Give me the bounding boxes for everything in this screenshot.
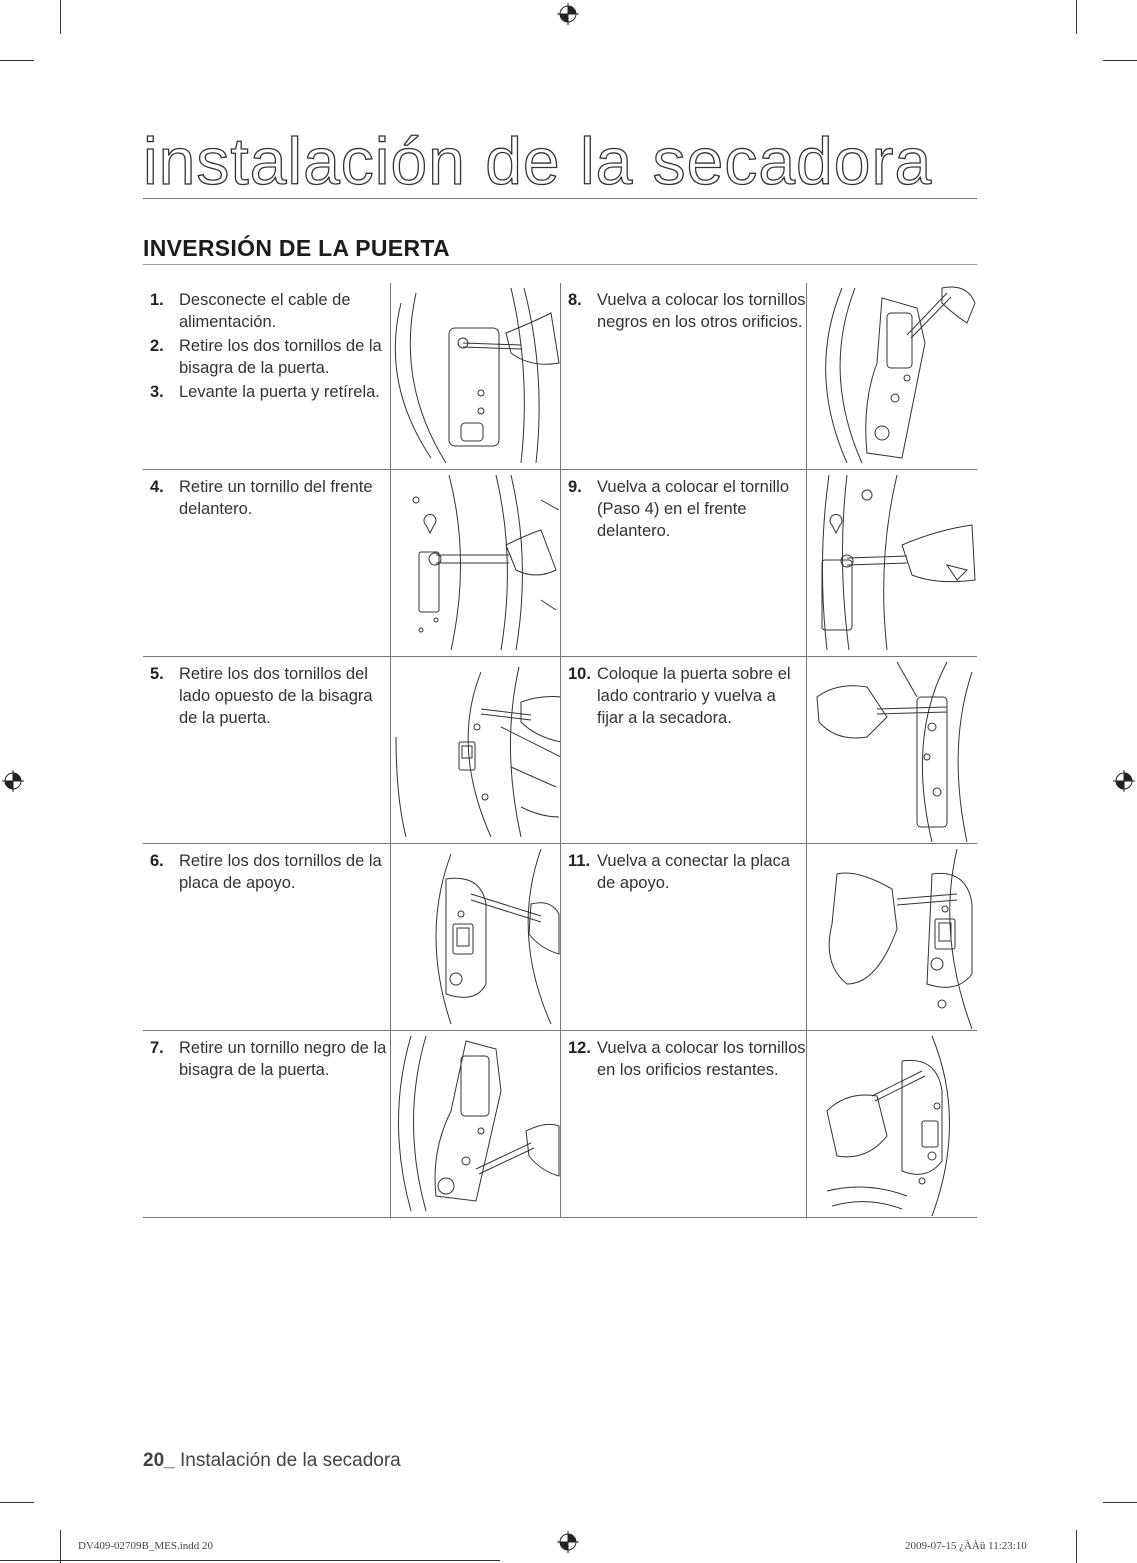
step-text-cell — [143, 844, 390, 1030]
door-reattach-illustration — [807, 657, 978, 843]
registration-mark-right — [1113, 770, 1135, 792]
page-title: instalación de la secadora — [143, 124, 933, 198]
step-illustration-cell — [390, 844, 561, 1030]
step-illustration-cell — [390, 470, 561, 656]
step-number: 7. — [150, 1039, 164, 1057]
step-item — [143, 289, 390, 333]
step-row — [143, 283, 977, 470]
step-row — [143, 657, 977, 844]
step-illustration-cell — [806, 470, 978, 656]
step-illustration-cell — [390, 657, 561, 843]
remaining-screws-reinstall-illustration — [807, 1031, 978, 1217]
step-number: 2. — [150, 337, 164, 355]
step-number: 6. — [150, 852, 164, 870]
crop-mark — [1076, 1530, 1077, 1563]
print-slug-timestamp: 2009-07-15 ¿ÀÀü 11:23:10 — [905, 1540, 1027, 1552]
step-item — [143, 476, 390, 520]
step-illustration-cell — [390, 283, 561, 469]
step-item — [561, 289, 807, 333]
step-row — [143, 1031, 977, 1218]
step-number: 1. — [150, 291, 164, 309]
crop-mark — [0, 1560, 500, 1561]
step-item — [143, 381, 390, 403]
step-item — [561, 850, 807, 894]
section-title: INVERSIÓN DE LA PUERTA — [143, 235, 450, 261]
step-text-cell — [560, 283, 807, 469]
front-screw-removal-illustration — [391, 470, 561, 656]
step-text: Retire los dos tornillos del lado opuesto de la bisagra de la puerta. — [179, 665, 373, 727]
step-text-cell — [560, 657, 807, 843]
step-text: Vuelva a conectar la placa de apoyo. — [597, 852, 790, 892]
step-text: Vuelva a colocar los tornillos en los orificios restantes. — [597, 1039, 806, 1079]
page-footer — [143, 1450, 401, 1472]
step-number: 8. — [568, 291, 582, 309]
step-text-cell — [143, 470, 390, 656]
instruction-grid — [143, 283, 977, 1218]
crop-mark — [1103, 60, 1137, 61]
crop-mark — [60, 1530, 61, 1563]
step-text-cell — [560, 1031, 807, 1217]
step-item — [143, 1037, 390, 1081]
registration-mark-left — [2, 770, 24, 792]
step-number: 3. — [150, 383, 164, 401]
step-text: Retire un tornillo del frente delantero. — [179, 478, 373, 518]
backing-plate-reconnect-illustration — [807, 844, 978, 1030]
step-text: Retire un tornillo negro de la bisagra de la puerta. — [179, 1039, 387, 1079]
step-item — [143, 850, 390, 894]
title-underline — [143, 198, 977, 199]
step-text-cell — [143, 283, 390, 469]
registration-mark-top — [557, 3, 579, 25]
step-text: Vuelva a colocar los tornillos negros en los otros orificios. — [597, 291, 806, 331]
step-text-cell — [143, 1031, 390, 1217]
step-number: 9. — [568, 478, 582, 496]
step-text: Retire los dos tornillos de la placa de apoyo. — [179, 852, 382, 892]
step-row — [143, 470, 977, 657]
step-item — [561, 476, 807, 542]
step-text: Levante la puerta y retírela. — [179, 383, 380, 401]
registration-mark-bottom — [557, 1531, 579, 1553]
crop-mark — [0, 60, 34, 61]
page-number: 20_ — [143, 1450, 175, 1471]
step-item — [561, 663, 807, 729]
step-item — [143, 663, 390, 729]
step-item — [143, 335, 390, 379]
step-illustration-cell — [806, 844, 978, 1030]
footer-label: Instalación de la secadora — [174, 1450, 401, 1471]
step-text: Retire los dos tornillos de la bisagra de la puerta. — [179, 337, 382, 377]
print-slug-file: DV409-02709B_MES.indd 20 — [78, 1540, 214, 1552]
step-text-cell — [143, 657, 390, 843]
step-text: Coloque la puerta sobre el lado contrario y vuelva a fijar a la secadora. — [597, 665, 791, 727]
step-text-cell — [560, 844, 807, 1030]
section-divider — [143, 264, 977, 265]
step-illustration-cell — [806, 283, 978, 469]
front-screw-reinstall-illustration — [807, 470, 978, 656]
step-illustration-cell — [806, 657, 978, 843]
step-row — [143, 844, 977, 1031]
crop-mark — [1103, 1502, 1137, 1503]
step-number: 10. — [568, 665, 591, 683]
step-number: 5. — [150, 665, 164, 683]
step-number: 12. — [568, 1039, 591, 1057]
crop-mark — [60, 0, 61, 34]
crop-mark — [0, 1502, 34, 1503]
step-text: Vuelva a colocar el tornillo (Paso 4) en el frente delantero. — [597, 478, 789, 540]
black-screw-reinstall-illustration — [807, 283, 978, 469]
crop-mark — [1076, 0, 1077, 34]
opposite-hinge-screw-removal-illustration — [391, 657, 561, 843]
step-text-cell — [560, 470, 807, 656]
step-item — [561, 1037, 807, 1081]
black-screw-hinge-removal-illustration — [391, 1031, 561, 1217]
step-text: Desconecte el cable de alimentación. — [179, 291, 351, 331]
backing-plate-screw-removal-illustration — [391, 844, 561, 1030]
hinge-screw-removal-illustration — [391, 283, 561, 469]
step-number: 11. — [568, 852, 591, 870]
step-number: 4. — [150, 478, 164, 496]
step-illustration-cell — [806, 1031, 978, 1217]
step-illustration-cell — [390, 1031, 561, 1217]
